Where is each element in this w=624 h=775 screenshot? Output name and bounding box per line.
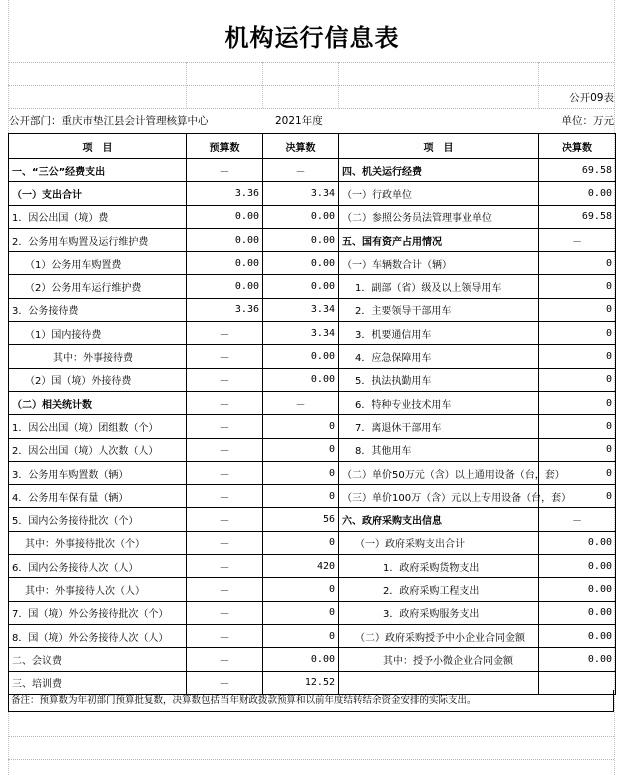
grid-line <box>8 736 614 737</box>
row-actual: 0.00 <box>263 228 339 251</box>
row-actual: 0 <box>263 601 339 624</box>
row-actual: － <box>263 391 339 414</box>
row-actual: 0 <box>263 485 339 508</box>
table-code: 公开09表 <box>569 92 614 104</box>
table-row <box>9 438 616 461</box>
row-item-right: 6．特种专业技术用车 <box>339 391 539 414</box>
row-actual: － <box>263 159 339 182</box>
row-budget: － <box>187 671 263 694</box>
row-actual-right: － <box>539 228 616 251</box>
table-row <box>9 182 616 205</box>
row-actual-right: 0.00 <box>539 182 616 205</box>
row-item-right: 4．应急保障用车 <box>339 345 539 368</box>
row-budget: － <box>187 578 263 601</box>
row-item-left: 3．公务用车购置数（辆） <box>9 461 187 484</box>
table-row <box>9 228 616 251</box>
header-actual: 决算数 <box>263 134 339 159</box>
row-item-left: 4．公务用车保有量（辆） <box>9 485 187 508</box>
row-actual-right: 0.00 <box>539 648 616 671</box>
row-item-left: （2）公务用车运行维护费 <box>9 275 187 298</box>
grid-line <box>8 62 614 63</box>
row-actual: 3.34 <box>263 182 339 205</box>
row-item-left: 7．国（境）外公务接待批次（个） <box>9 601 187 624</box>
row-actual-right: 0 <box>539 438 616 461</box>
row-item-right: 8．其他用车 <box>339 438 539 461</box>
row-actual: 0.00 <box>263 275 339 298</box>
row-actual-right: 0 <box>539 345 616 368</box>
row-item-right: 2．政府采购工程支出 <box>339 578 539 601</box>
table-row <box>9 624 616 647</box>
row-item-left: （二）相关统计数 <box>9 391 187 414</box>
row-budget: － <box>187 159 263 182</box>
row-item-left: 一、“三公”经费支出 <box>9 159 187 182</box>
row-actual: 0 <box>263 415 339 438</box>
header-item-right: 项 目 <box>339 134 539 159</box>
table-row <box>9 275 616 298</box>
row-actual-right: 0 <box>539 485 616 508</box>
row-item-right: 7．离退休干部用车 <box>339 415 539 438</box>
row-budget: － <box>187 345 263 368</box>
row-budget: － <box>187 508 263 531</box>
row-budget: － <box>187 391 263 414</box>
table-row <box>9 159 616 182</box>
row-item-right: 3．机要通信用车 <box>339 322 539 345</box>
grid-line <box>8 85 614 86</box>
row-budget: 0.00 <box>187 252 263 275</box>
row-item-left: （1）国内接待费 <box>9 322 187 345</box>
row-item-right: 1．副部（省）级及以上领导用车 <box>339 275 539 298</box>
row-item-right: 3．政府采购服务支出 <box>339 601 539 624</box>
table-row <box>9 205 616 228</box>
row-item-left: 其中：外事接待批次（个） <box>9 531 187 554</box>
row-budget: － <box>187 531 263 554</box>
row-actual: 56 <box>263 508 339 531</box>
row-actual: 0.00 <box>263 648 339 671</box>
grid-line <box>8 759 614 760</box>
row-actual-right: 0 <box>539 461 616 484</box>
row-budget: － <box>187 624 263 647</box>
row-actual: 0.00 <box>263 205 339 228</box>
row-budget: 0.00 <box>187 205 263 228</box>
row-actual: 420 <box>263 555 339 578</box>
grid-line <box>8 108 614 109</box>
row-budget: 0.00 <box>187 228 263 251</box>
row-item-left: 1．因公出国（境）团组数（个） <box>9 415 187 438</box>
row-budget: － <box>187 485 263 508</box>
row-item-left: 6．国内公务接待人次（人） <box>9 555 187 578</box>
header-actual-right: 决算数 <box>539 134 616 159</box>
row-actual-right: 0.00 <box>539 531 616 554</box>
row-item-left: 三、培训费 <box>9 671 187 694</box>
row-item-right: （二）参照公务员法管理事业单位 <box>339 205 539 228</box>
row-actual-right: 0 <box>539 298 616 321</box>
row-item-left: 2．因公出国（境）人次数（人） <box>9 438 187 461</box>
table-row <box>9 461 616 484</box>
page-title: 机构运行信息表 <box>224 24 400 52</box>
row-item-left: 1．因公出国（境）费 <box>9 205 187 228</box>
table-row <box>9 601 616 624</box>
table-header-row <box>9 134 616 159</box>
table-row <box>9 485 616 508</box>
row-actual-right: 0 <box>539 415 616 438</box>
row-item-left: 8．国（境）外公务接待人次（人） <box>9 624 187 647</box>
row-item-right: （一）行政单位 <box>339 182 539 205</box>
row-actual: 12.52 <box>263 671 339 694</box>
row-actual: 0 <box>263 578 339 601</box>
row-actual-right: 0.00 <box>539 601 616 624</box>
row-actual-right: 0.00 <box>539 578 616 601</box>
row-actual-right: 0.00 <box>539 624 616 647</box>
row-budget: 0.00 <box>187 275 263 298</box>
row-item-right: （一）政府采购支出合计 <box>339 531 539 554</box>
row-budget: － <box>187 461 263 484</box>
row-actual-right: 0 <box>539 322 616 345</box>
footnote: 备注：预算数为年初部门预算批复数，决算数包括当年财政拨款预算和以前年度结转结余资金安排的实际支出。 <box>8 690 614 712</box>
row-item-right: 其中：授予小微企业合同金额 <box>339 648 539 671</box>
row-actual-right: 69.58 <box>539 205 616 228</box>
row-actual-right: 69.58 <box>539 159 616 182</box>
row-actual-right: 0 <box>539 252 616 275</box>
row-item-right: 六、政府采购支出信息 <box>339 508 539 531</box>
row-item-left: （一）支出合计 <box>9 182 187 205</box>
row-item-right: 四、机关运行经费 <box>339 159 539 182</box>
table-row <box>9 322 616 345</box>
row-item-left: 二、会议费 <box>9 648 187 671</box>
row-item-left: 其中：外事接待费 <box>9 345 187 368</box>
table-row <box>9 508 616 531</box>
row-actual-right: 0 <box>539 368 616 391</box>
row-item-left: 3．公务接待费 <box>9 298 187 321</box>
department-label: 公开部门：重庆市垫江县会计管理核算中心 <box>9 115 209 127</box>
table-row <box>9 415 616 438</box>
row-budget: － <box>187 555 263 578</box>
row-item-right: （三）单价100万（含）元以上专用设备（台，套） <box>339 485 539 508</box>
row-item-right: 2．主要领导干部用车 <box>339 298 539 321</box>
table-body <box>9 134 616 695</box>
row-budget: 3.36 <box>187 182 263 205</box>
row-item-left: （1）公务用车购置费 <box>9 252 187 275</box>
table-row <box>9 555 616 578</box>
table-row <box>9 391 616 414</box>
row-budget: － <box>187 322 263 345</box>
row-budget: － <box>187 601 263 624</box>
row-item-right: （二）政府采购授予中小企业合同金额 <box>339 624 539 647</box>
row-item-left: 其中：外事接待人次（人） <box>9 578 187 601</box>
row-item-left: （2）国（境）外接待费 <box>9 368 187 391</box>
table-row <box>9 648 616 671</box>
row-budget: 3.36 <box>187 298 263 321</box>
row-actual: 0 <box>263 624 339 647</box>
header-budget: 预算数 <box>187 134 263 159</box>
row-item-left: 5．国内公务接待批次（个） <box>9 508 187 531</box>
row-actual-right: 0.00 <box>539 555 616 578</box>
row-actual-right: － <box>539 508 616 531</box>
row-actual: 3.34 <box>263 298 339 321</box>
table-row <box>9 531 616 554</box>
row-budget: － <box>187 438 263 461</box>
table-row <box>9 345 616 368</box>
row-item-right: （一）车辆数合计（辆） <box>339 252 539 275</box>
row-item-right: 5．执法执勤用车 <box>339 368 539 391</box>
row-actual: 0 <box>263 531 339 554</box>
unit-label: 单位：万元 <box>561 115 614 127</box>
row-item-right: （二）单价50万元（含）以上通用设备（台，套） <box>339 461 539 484</box>
table-row <box>9 578 616 601</box>
row-actual: 0 <box>263 461 339 484</box>
table-row <box>9 368 616 391</box>
row-item-right: 1．政府采购货物支出 <box>339 555 539 578</box>
row-item-left: 2．公务用车购置及运行维护费 <box>9 228 187 251</box>
operation-info-table <box>8 133 616 695</box>
row-budget: － <box>187 648 263 671</box>
row-actual: 0.00 <box>263 252 339 275</box>
row-item-right: 五、国有资产占用情况 <box>339 228 539 251</box>
row-actual: 0.00 <box>263 345 339 368</box>
row-actual: 3.34 <box>263 322 339 345</box>
row-actual-right: 0 <box>539 391 616 414</box>
row-budget: － <box>187 415 263 438</box>
row-budget: － <box>187 368 263 391</box>
table-row <box>9 298 616 321</box>
year-label: 2021年度 <box>275 115 323 127</box>
header-item: 项 目 <box>9 134 187 159</box>
table-row <box>9 252 616 275</box>
row-actual: 0.00 <box>263 368 339 391</box>
row-actual-right: 0 <box>539 275 616 298</box>
row-actual: 0 <box>263 438 339 461</box>
